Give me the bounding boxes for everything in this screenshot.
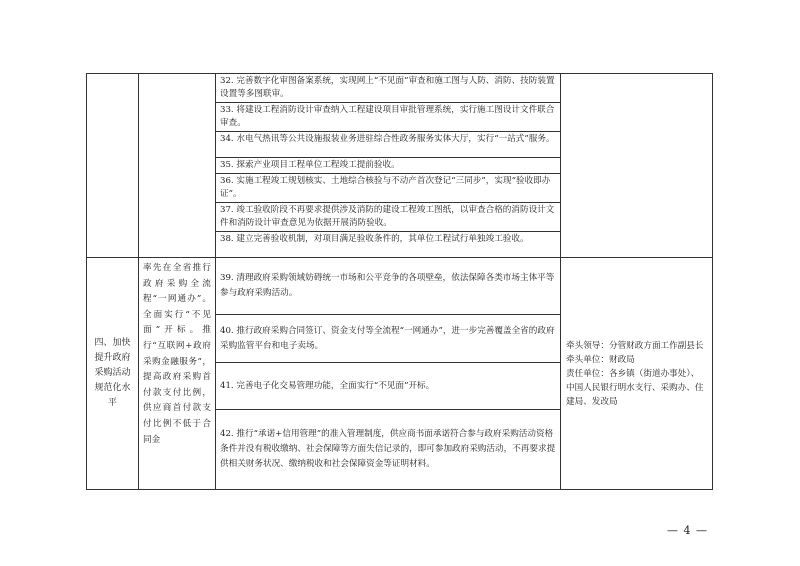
responsibility-cell-empty: [561, 74, 713, 258]
category-cell: 四、加快提升政府采购活动规范化水平: [87, 258, 139, 490]
task-table: [86, 73, 713, 490]
task-item: 38. 建立完善验收机制，对项目满足验收条件的，其单位工程试行单独竣工验收。: [216, 232, 561, 258]
task-item: 42. 推行“承诺+信用管理”的准入管理制度，供应商书面承诺符合参与政府采购活动资格条件并没有税收缴纳、社会保障等方面失信记录的，即可参加政府采购活动，不再要求提供相关财务状况、缴纳税收和社会保障资金等证明材料。: [216, 410, 561, 490]
goal-cell-empty: [139, 74, 216, 258]
task-item: 36. 实施工程竣工规划核实、土地综合核验与不动产首次登记“三同步”，实现“验收即办证”。: [216, 174, 561, 203]
task-item: 39. 清理政府采购领域妨碍统一市场和公平竞争的各项壁垒，依法保障各类市场主体平等参与政府采购活动。: [216, 258, 561, 315]
category-cell-empty: [87, 74, 139, 258]
task-item: 41. 完善电子化交易管理功能，全面实行“不见面”开标。: [216, 363, 561, 410]
task-item: 33. 将建设工程消防设计审查纳入工程建设项目审批管理系统，实行施工图设计文件联合审查。: [216, 103, 561, 132]
task-item: 35. 探索产业项目工程单位工程竣工提前验收。: [216, 158, 561, 174]
table-row: [87, 258, 713, 315]
table-row: [87, 74, 713, 103]
responsibility-text: 牵头领导：分管财政方面工作副县长 牵头单位：财政局 责任单位：各乡镇（街道办事处）、中国人民银行明水支行、采购办、住建局、发改局: [566, 340, 704, 407]
page-number: — 4 —: [667, 524, 708, 537]
goal-cell: 率先在全省推行政府采购全流程“一网通办”。全面实行“不见面”开标。推行“互联网+政府采购金融服务”，提高政府采购首付款支付比例，供应商首付款支付比例不低于合同金: [139, 258, 216, 490]
task-item: 40. 推行政府采购合同签订、资金支付等全流程“一网通办”，进一步完善覆盖全省的政府采购监管平台和电子卖场。: [216, 315, 561, 363]
task-item: 34. 水电气热讯等公共设施报装业务进驻综合性政务服务实体大厅，实行“一站式”服务。: [216, 132, 561, 158]
task-item: 37. 竣工验收阶段不再要求提供涉及消防的建设工程竣工图纸，以审查合格的消防设计文件和消防设计审查意见为依据开展消防验收。: [216, 203, 561, 232]
responsibility-cell: [561, 258, 713, 490]
task-item: 32. 完善数字化审图备案系统，实现网上“不见面”审查和施工图与人防、消防、技防装置设置等多图联审。: [216, 74, 561, 103]
